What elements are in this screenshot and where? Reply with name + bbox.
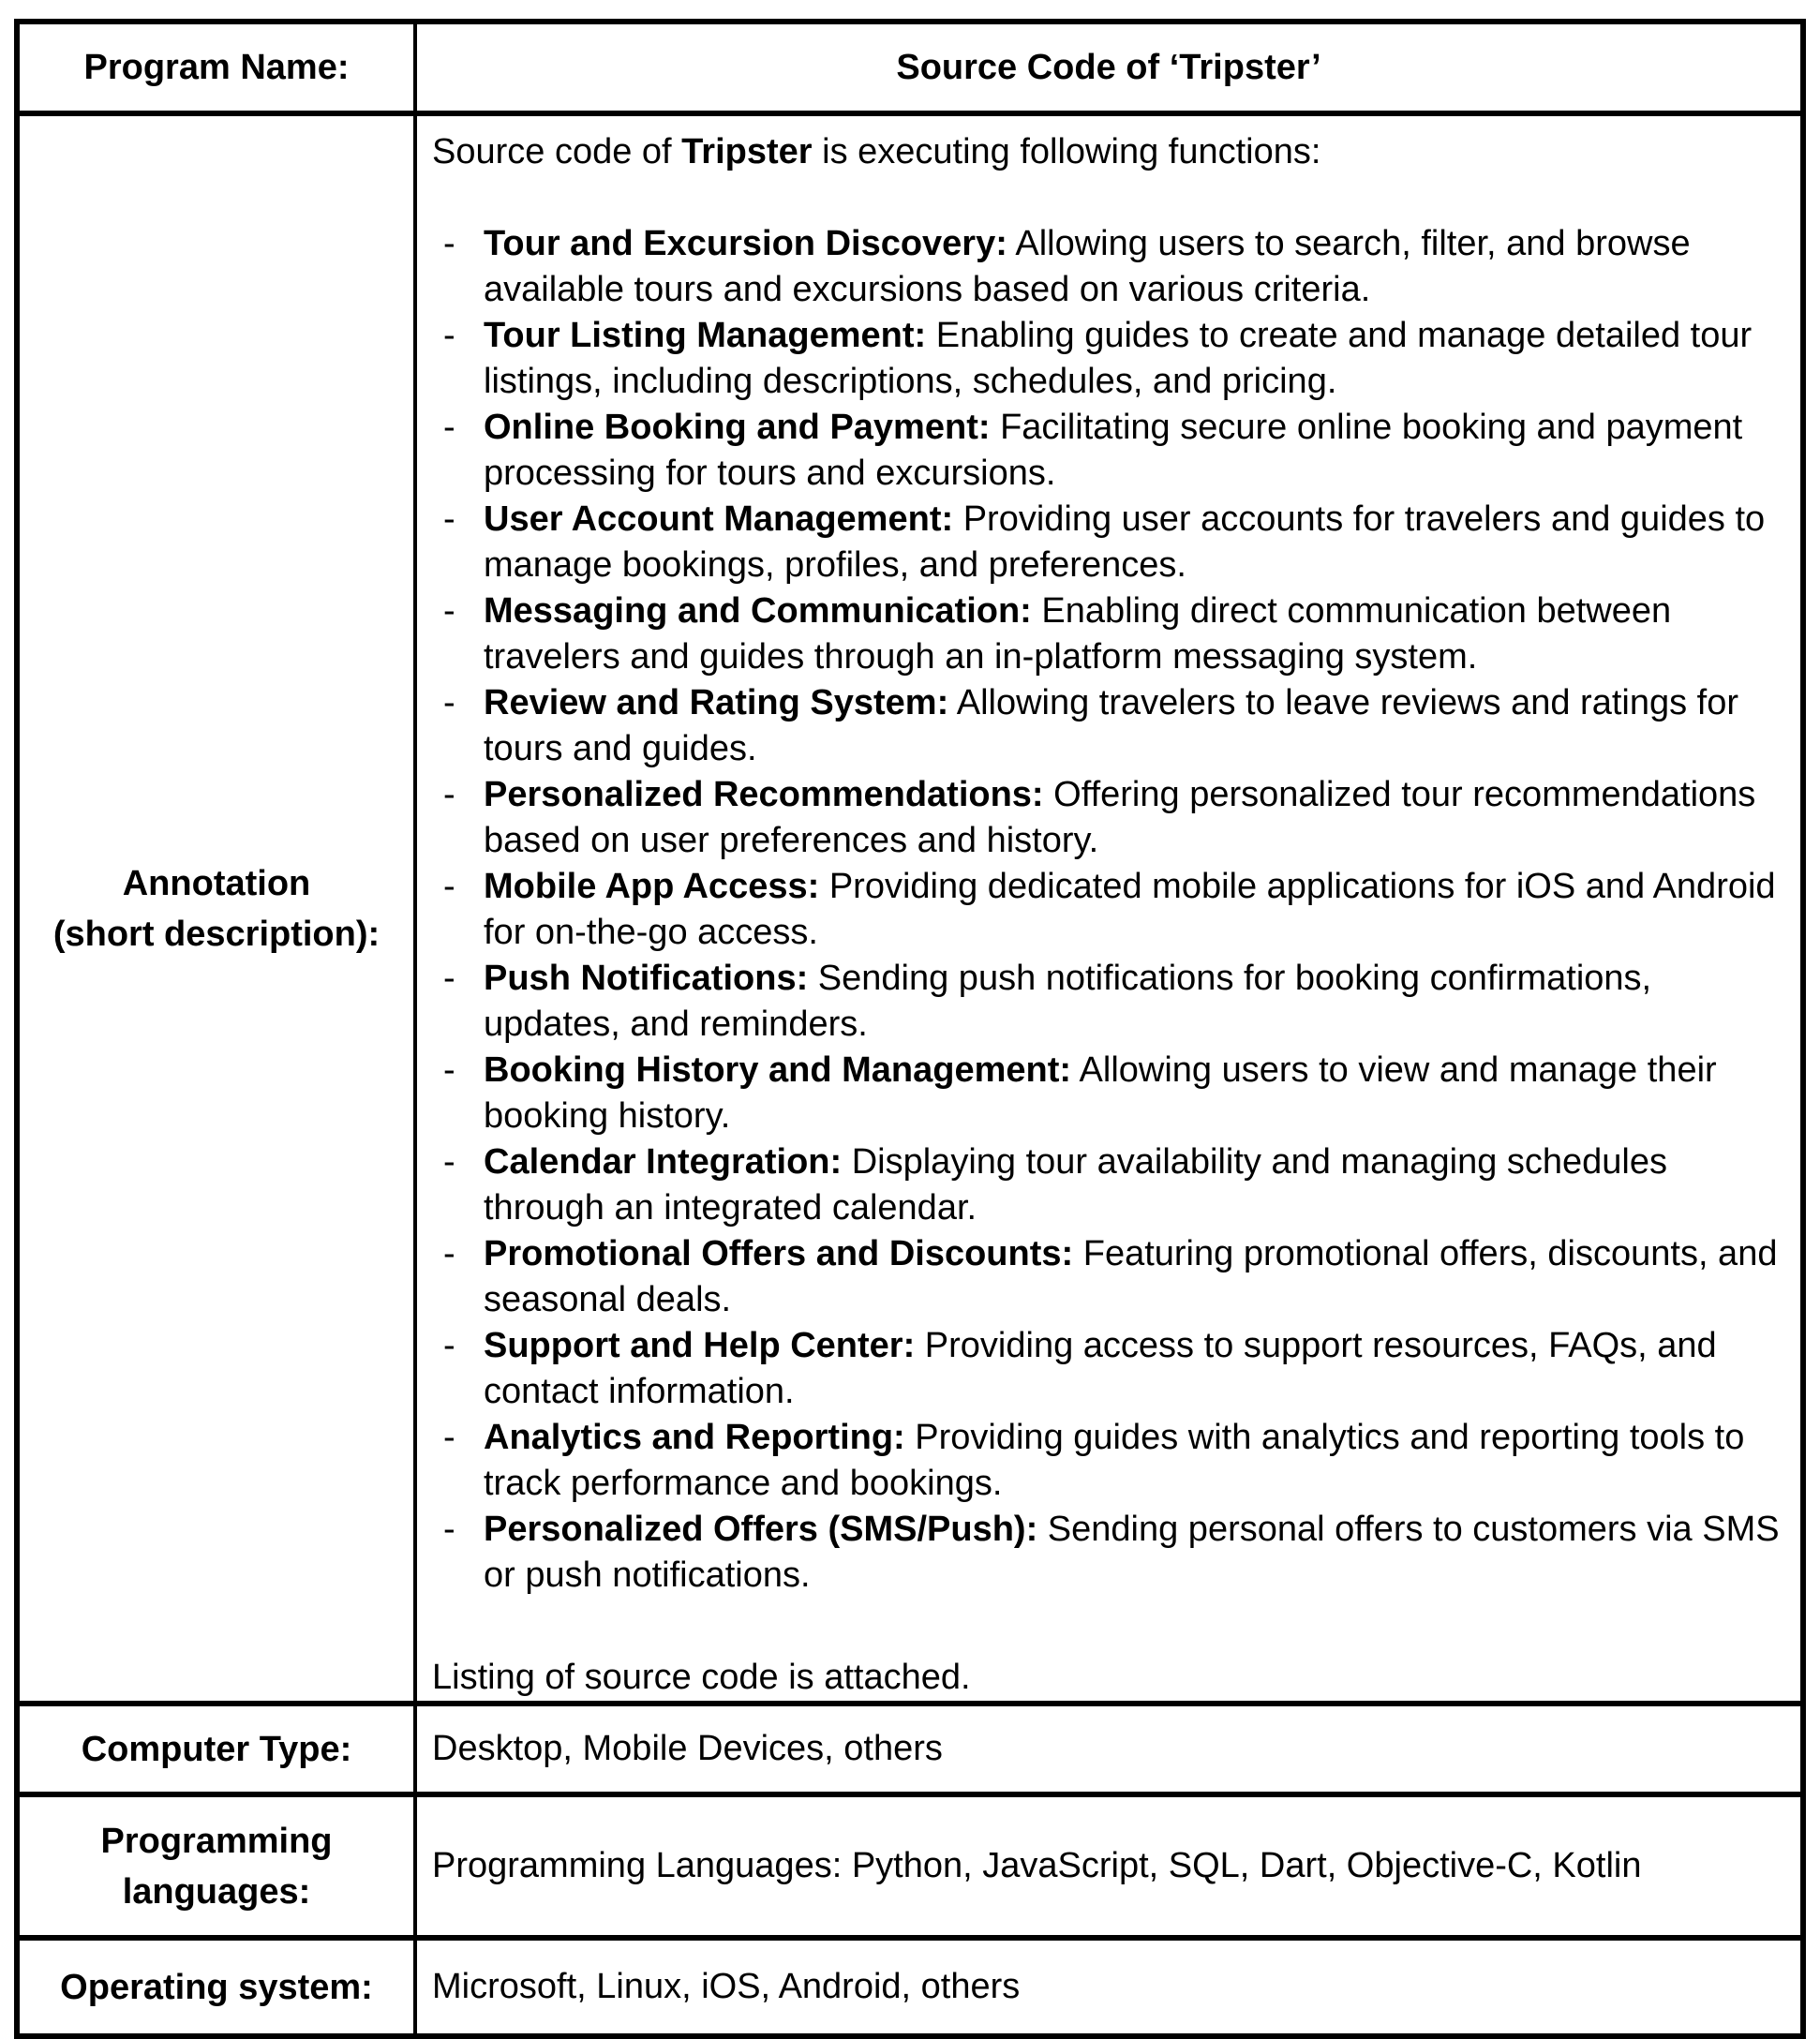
list-dash: - xyxy=(443,224,455,263)
annotation-intro xyxy=(432,129,1791,175)
function-description: Enabling guides to create and manage detailed tour listings, including descriptions, schedules, and pricing. xyxy=(484,316,1753,401)
annotation-label xyxy=(17,113,415,1704)
function-list-item xyxy=(432,497,1791,588)
function-title: Analytics and Reporting: xyxy=(484,1418,905,1457)
function-list-item xyxy=(432,680,1791,772)
programming-languages-label xyxy=(17,1794,415,1938)
program-name-value: Source Code of ‘Tripster’ xyxy=(415,22,1803,113)
function-list-item xyxy=(432,588,1791,680)
function-list-item xyxy=(432,1048,1791,1139)
annotation-intro-program-name: Tripster xyxy=(681,132,813,171)
function-list-item xyxy=(432,1415,1791,1507)
list-dash: - xyxy=(443,1050,455,1090)
function-description: Enabling direct communication between travelers and guides through an in-platform messaging system. xyxy=(484,591,1672,677)
function-description: Sending push notifications for booking confirmations, updates, and reminders. xyxy=(484,959,1652,1044)
list-dash: - xyxy=(443,683,455,722)
function-title: Personalized Recommendations: xyxy=(484,775,1044,814)
function-description: Providing guides with analytics and reporting tools to track performance and bookings. xyxy=(484,1418,1745,1503)
list-dash: - xyxy=(443,408,455,447)
function-list-item xyxy=(432,221,1791,313)
list-dash: - xyxy=(443,1418,455,1457)
list-dash: - xyxy=(443,499,455,539)
function-description: Providing access to support resources, FAQs, and contact information. xyxy=(484,1326,1717,1411)
function-list-item xyxy=(432,1139,1791,1231)
list-dash: - xyxy=(443,1234,455,1273)
function-list-item xyxy=(432,1507,1791,1599)
function-description: Sending personal offers to customers via SMS or push notifications. xyxy=(484,1510,1780,1595)
annotation-label-line1: Annotation xyxy=(122,863,311,903)
annotation-intro-prefix: Source code of xyxy=(432,132,682,171)
function-description: Featuring promotional offers, discounts, and seasonal deals. xyxy=(484,1234,1778,1319)
function-title: Online Booking and Payment: xyxy=(484,408,991,447)
list-dash: - xyxy=(443,959,455,998)
list-dash: - xyxy=(443,867,455,906)
function-list-item xyxy=(432,313,1791,405)
function-list-item xyxy=(432,1231,1791,1323)
function-title: Review and Rating System: xyxy=(484,683,949,722)
function-list-item xyxy=(432,772,1791,864)
list-dash: - xyxy=(443,775,455,814)
function-description: Displaying tour availability and managing schedules through an integrated calendar. xyxy=(484,1142,1668,1228)
operating-system-value: Microsoft, Linux, iOS, Android, others xyxy=(415,1938,1803,2036)
list-dash: - xyxy=(443,1142,455,1182)
function-list-item xyxy=(432,864,1791,956)
annotation-closing: Listing of source code is attached. xyxy=(432,1658,971,1697)
computer-type-label: Computer Type: xyxy=(17,1704,415,1794)
list-dash: - xyxy=(443,316,455,355)
function-title: Push Notifications: xyxy=(484,959,809,998)
function-title: Tour Listing Management: xyxy=(484,316,927,355)
function-title: Personalized Offers (SMS/Push): xyxy=(484,1510,1038,1549)
programming-languages-value: Programming Languages: Python, JavaScript, SQL, Dart, Objective-C, Kotlin xyxy=(415,1794,1803,1938)
function-title: User Account Management: xyxy=(484,499,954,539)
function-description: Offering personalized tour recommendations based on user preferences and history. xyxy=(484,775,1756,860)
function-title: Booking History and Management: xyxy=(484,1050,1072,1090)
table-row-operating-system xyxy=(17,1938,1803,2036)
list-dash: - xyxy=(443,1510,455,1549)
operating-system-label: Operating system: xyxy=(17,1938,415,2036)
table-row-programming-languages xyxy=(17,1794,1803,1938)
list-dash: - xyxy=(443,1326,455,1365)
function-list-item xyxy=(432,1323,1791,1415)
list-dash: - xyxy=(443,591,455,631)
function-description: Allowing users to search, filter, and browse available tours and excursions based on various criteria. xyxy=(484,224,1691,309)
annotation-intro-suffix: is executing following functions: xyxy=(812,132,1321,171)
programming-languages-label-line2: languages: xyxy=(122,1871,311,1912)
function-title: Promotional Offers and Discounts: xyxy=(484,1234,1074,1273)
function-title: Calendar Integration: xyxy=(484,1142,843,1182)
function-description: Allowing travelers to leave reviews and ratings for tours and guides. xyxy=(484,683,1738,768)
program-info-table xyxy=(14,19,1806,2039)
function-title: Mobile App Access: xyxy=(484,867,820,906)
programming-languages-label-line1: Programming xyxy=(100,1821,333,1861)
function-list xyxy=(432,221,1791,1599)
annotation-value xyxy=(415,113,1803,1704)
computer-type-value: Desktop, Mobile Devices, others xyxy=(415,1704,1803,1794)
function-description: Providing dedicated mobile applications for iOS and Android for on-the-go access. xyxy=(484,867,1776,952)
function-title: Tour and Excursion Discovery: xyxy=(484,224,1007,263)
function-description: Allowing users to view and manage their booking history. xyxy=(484,1050,1717,1136)
program-name-label: Program Name: xyxy=(17,22,415,113)
function-description: Facilitating secure online booking and payment processing for tours and excursions. xyxy=(484,408,1743,493)
function-description: Providing user accounts for travelers and guides to manage bookings, profiles, and preferences. xyxy=(484,499,1766,585)
table-row-program-name xyxy=(17,22,1803,113)
function-list-item xyxy=(432,956,1791,1048)
table-row-computer-type xyxy=(17,1704,1803,1794)
table-row-annotation xyxy=(17,113,1803,1704)
annotation-label-line2: (short description): xyxy=(52,914,380,954)
function-title: Messaging and Communication: xyxy=(484,591,1032,631)
function-list-item xyxy=(432,405,1791,497)
function-title: Support and Help Center: xyxy=(484,1326,916,1365)
